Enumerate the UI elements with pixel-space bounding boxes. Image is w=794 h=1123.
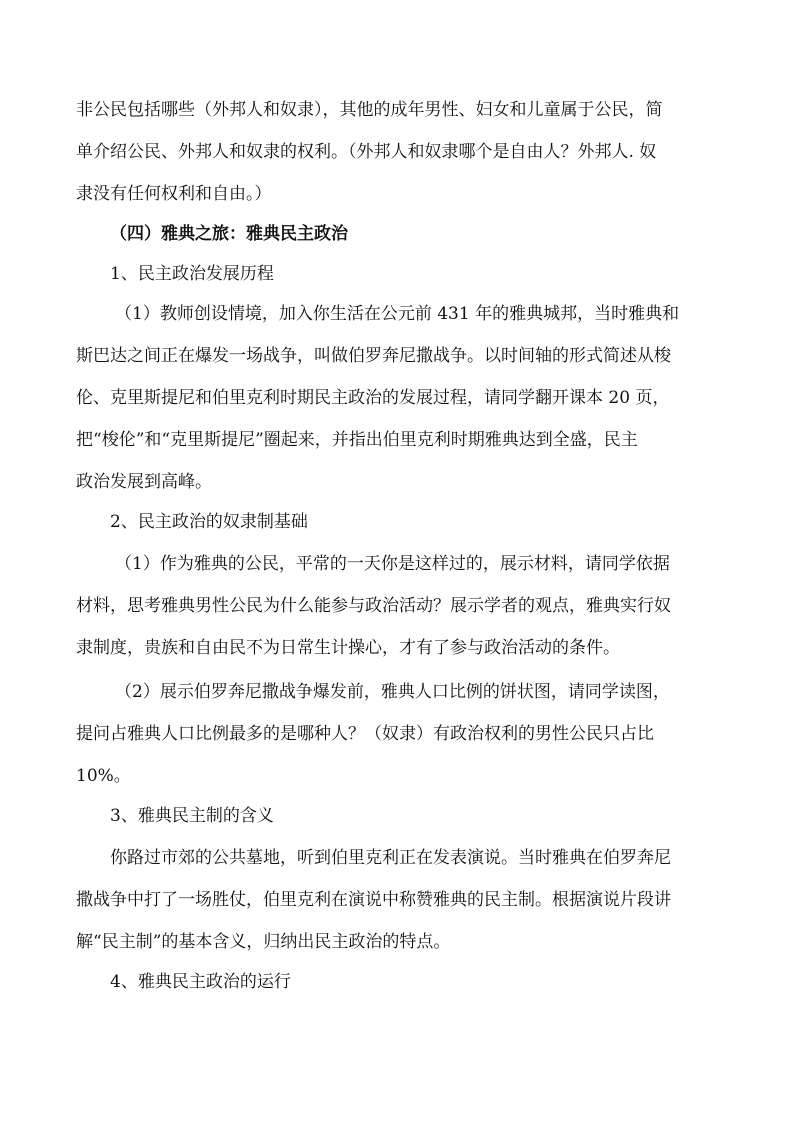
subheading: 3、雅典民主制的含义	[110, 806, 274, 826]
paragraph-line: 单介绍公民、外邦人和奴隶的权利。（外邦人和奴隶哪个是自由人？外邦人. 奴	[76, 142, 657, 162]
paragraph-line: 提问占雅典人口比例最多的是哪种人？（奴隶）有政治权利的男性公民只占比	[76, 724, 654, 744]
paragraph-line: 隶没有任何权利和自由。）	[76, 184, 272, 204]
paragraph-line: 隶制度，贵族和自由民不为日常生计操心，才有了参与政治活动的条件。	[76, 638, 620, 658]
subheading: 1、民主政治发展历程	[110, 264, 274, 284]
paragraph-line: 伦、克里斯提尼和伯里克利时期民主政治的发展过程，请同学翻开课本 20 页，	[76, 388, 670, 408]
paragraph-line: （1）作为雅典的公民，平常的一天你是这样过的，展示材料，请同学依据	[115, 554, 670, 574]
paragraph-line: 10%。	[76, 766, 131, 786]
paragraph-line: （1）教师创设情境，加入你生活在公元前 431 年的雅典城邦，当时雅典和	[115, 304, 680, 324]
paragraph-line: 政治发展到高峰。	[76, 472, 212, 492]
subheading: 4、雅典民主政治的运行	[110, 972, 291, 992]
paragraph-line: 撒战争中打了一场胜仗，伯里克利在演说中称赞雅典的民主制。根据演说片段讲	[76, 890, 671, 910]
paragraph-line: （2）展示伯罗奔尼撒战争爆发前，雅典人口比例的饼状图，请同学读图，	[115, 682, 670, 702]
paragraph-line: 你路过市郊的公共墓地，听到伯里克利正在发表演说。当时雅典在伯罗奔尼	[110, 848, 671, 868]
paragraph-line: 非公民包括哪些（外邦人和奴隶），其他的成年男性、妇女和儿童属于公民，简	[76, 100, 663, 120]
paragraph-line: 斯巴达之间正在爆发一场战争，叫做伯罗奔尼撒战争。以时间轴的形式简述从梭	[76, 346, 671, 366]
subheading: 2、民主政治的奴隶制基础	[110, 512, 308, 532]
section-heading: （四）雅典之旅：雅典民主政治	[110, 224, 348, 244]
paragraph-line: 材料，思考雅典男性公民为什么能参与政治活动？展示学者的观点，雅典实行奴	[76, 596, 671, 616]
paragraph-line: 解“民主制”的基本含义，归纳出民主政治的特点。	[76, 932, 451, 952]
paragraph-line: 把“梭伦”和“克里斯提尼”圈起来，并指出伯里克利时期雅典达到全盛，民主	[76, 430, 638, 450]
